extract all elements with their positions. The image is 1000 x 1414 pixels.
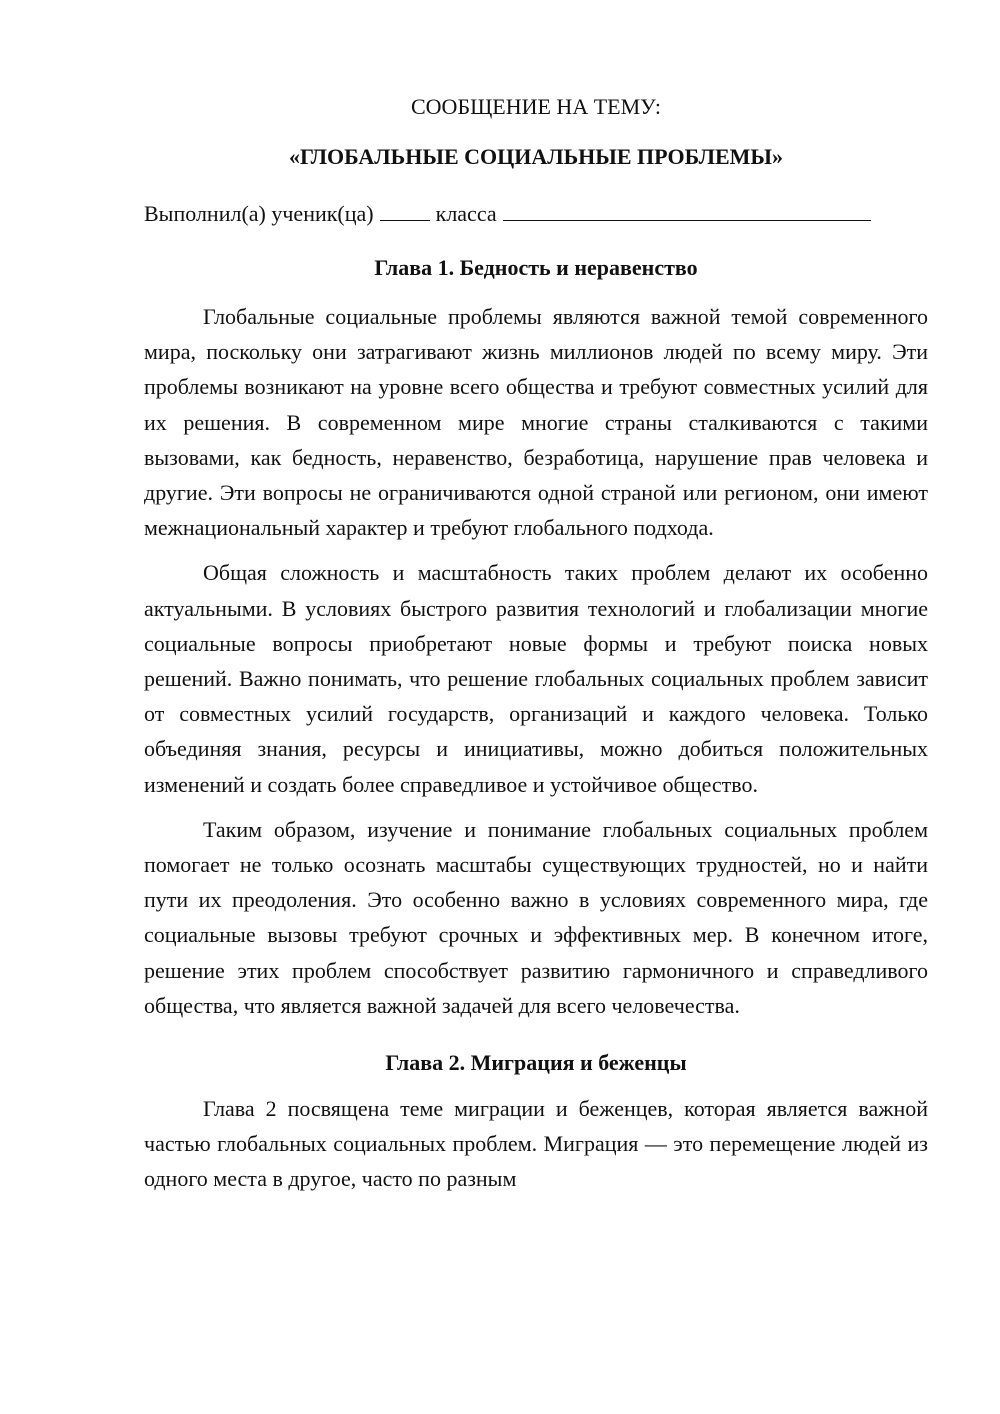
chapter-1-paragraph-1: Глобальные социальные проблемы являются важной темой современного мира, поскольку они затрагивают жизнь миллионов людей по всему миру. Эти проблемы возникают на уровне всего общества и требуют совместных усилий для их решения. В современном мире многие страны сталкиваются с такими вызовами, как бедность, неравенство, безработица, нарушение прав человека и другие. Эти вопросы не ограничиваются одной страной или регионом, они имеют межнациональный характер и требуют глобального подхода.	[144, 304, 928, 541]
author-class-label: класса	[435, 201, 497, 226]
chapter-1-paragraph-2: Общая сложность и масштабность таких проблем делают их особенно актуальными. В условиях быстрого развития технологий и глобализации многие социальные вопросы приобретают новые формы и требуют поиска новых решений. Важно понимать, что решение глобальных социальных проблем зависит от совместных усилий государств, организаций и каждого человека. Только объединяя знания, ресурсы и инициативы, можно добиться положительных изменений и создать более справедливое и устойчивое общество.	[144, 560, 928, 797]
class-number-blank	[380, 198, 430, 221]
chapter-1-paragraph-3: Таким образом, изучение и понимание глобальных социальных проблем помогает не только осознать масштабы существующих трудностей, но и найти пути их преодоления. Это особенно важно в условиях современного мира, где социальные вызовы требуют срочных и эффективных мер. В конечном итоге, решение этих проблем способствует развитию гармоничного и справедливого общества, что является важной задачей для всего человечества.	[144, 816, 928, 1018]
document-title-line-1: СООБЩЕНИЕ НА ТЕМУ:	[411, 94, 661, 119]
chapter-2-paragraph-1: Глава 2 посвящена теме миграции и беженцев, которая является важной частью глобальных социальных проблем. Миграция — это перемещение людей из одного места в другое, часто по разным	[144, 1096, 928, 1192]
author-line	[144, 198, 928, 229]
document-page	[144, 92, 928, 1197]
document-title-topic: «ГЛОБАЛЬНЫЕ СОЦИАЛЬНЫЕ ПРОБЛЕМЫ»	[288, 144, 784, 169]
chapter-1-heading: Глава 1. Бедность и неравенство	[374, 255, 698, 280]
author-name-blank	[503, 198, 871, 221]
chapter-2-heading: Глава 2. Миграция и беженцы	[385, 1050, 687, 1076]
author-prefix: Выполнил(а) ученик(ца)	[144, 201, 374, 226]
